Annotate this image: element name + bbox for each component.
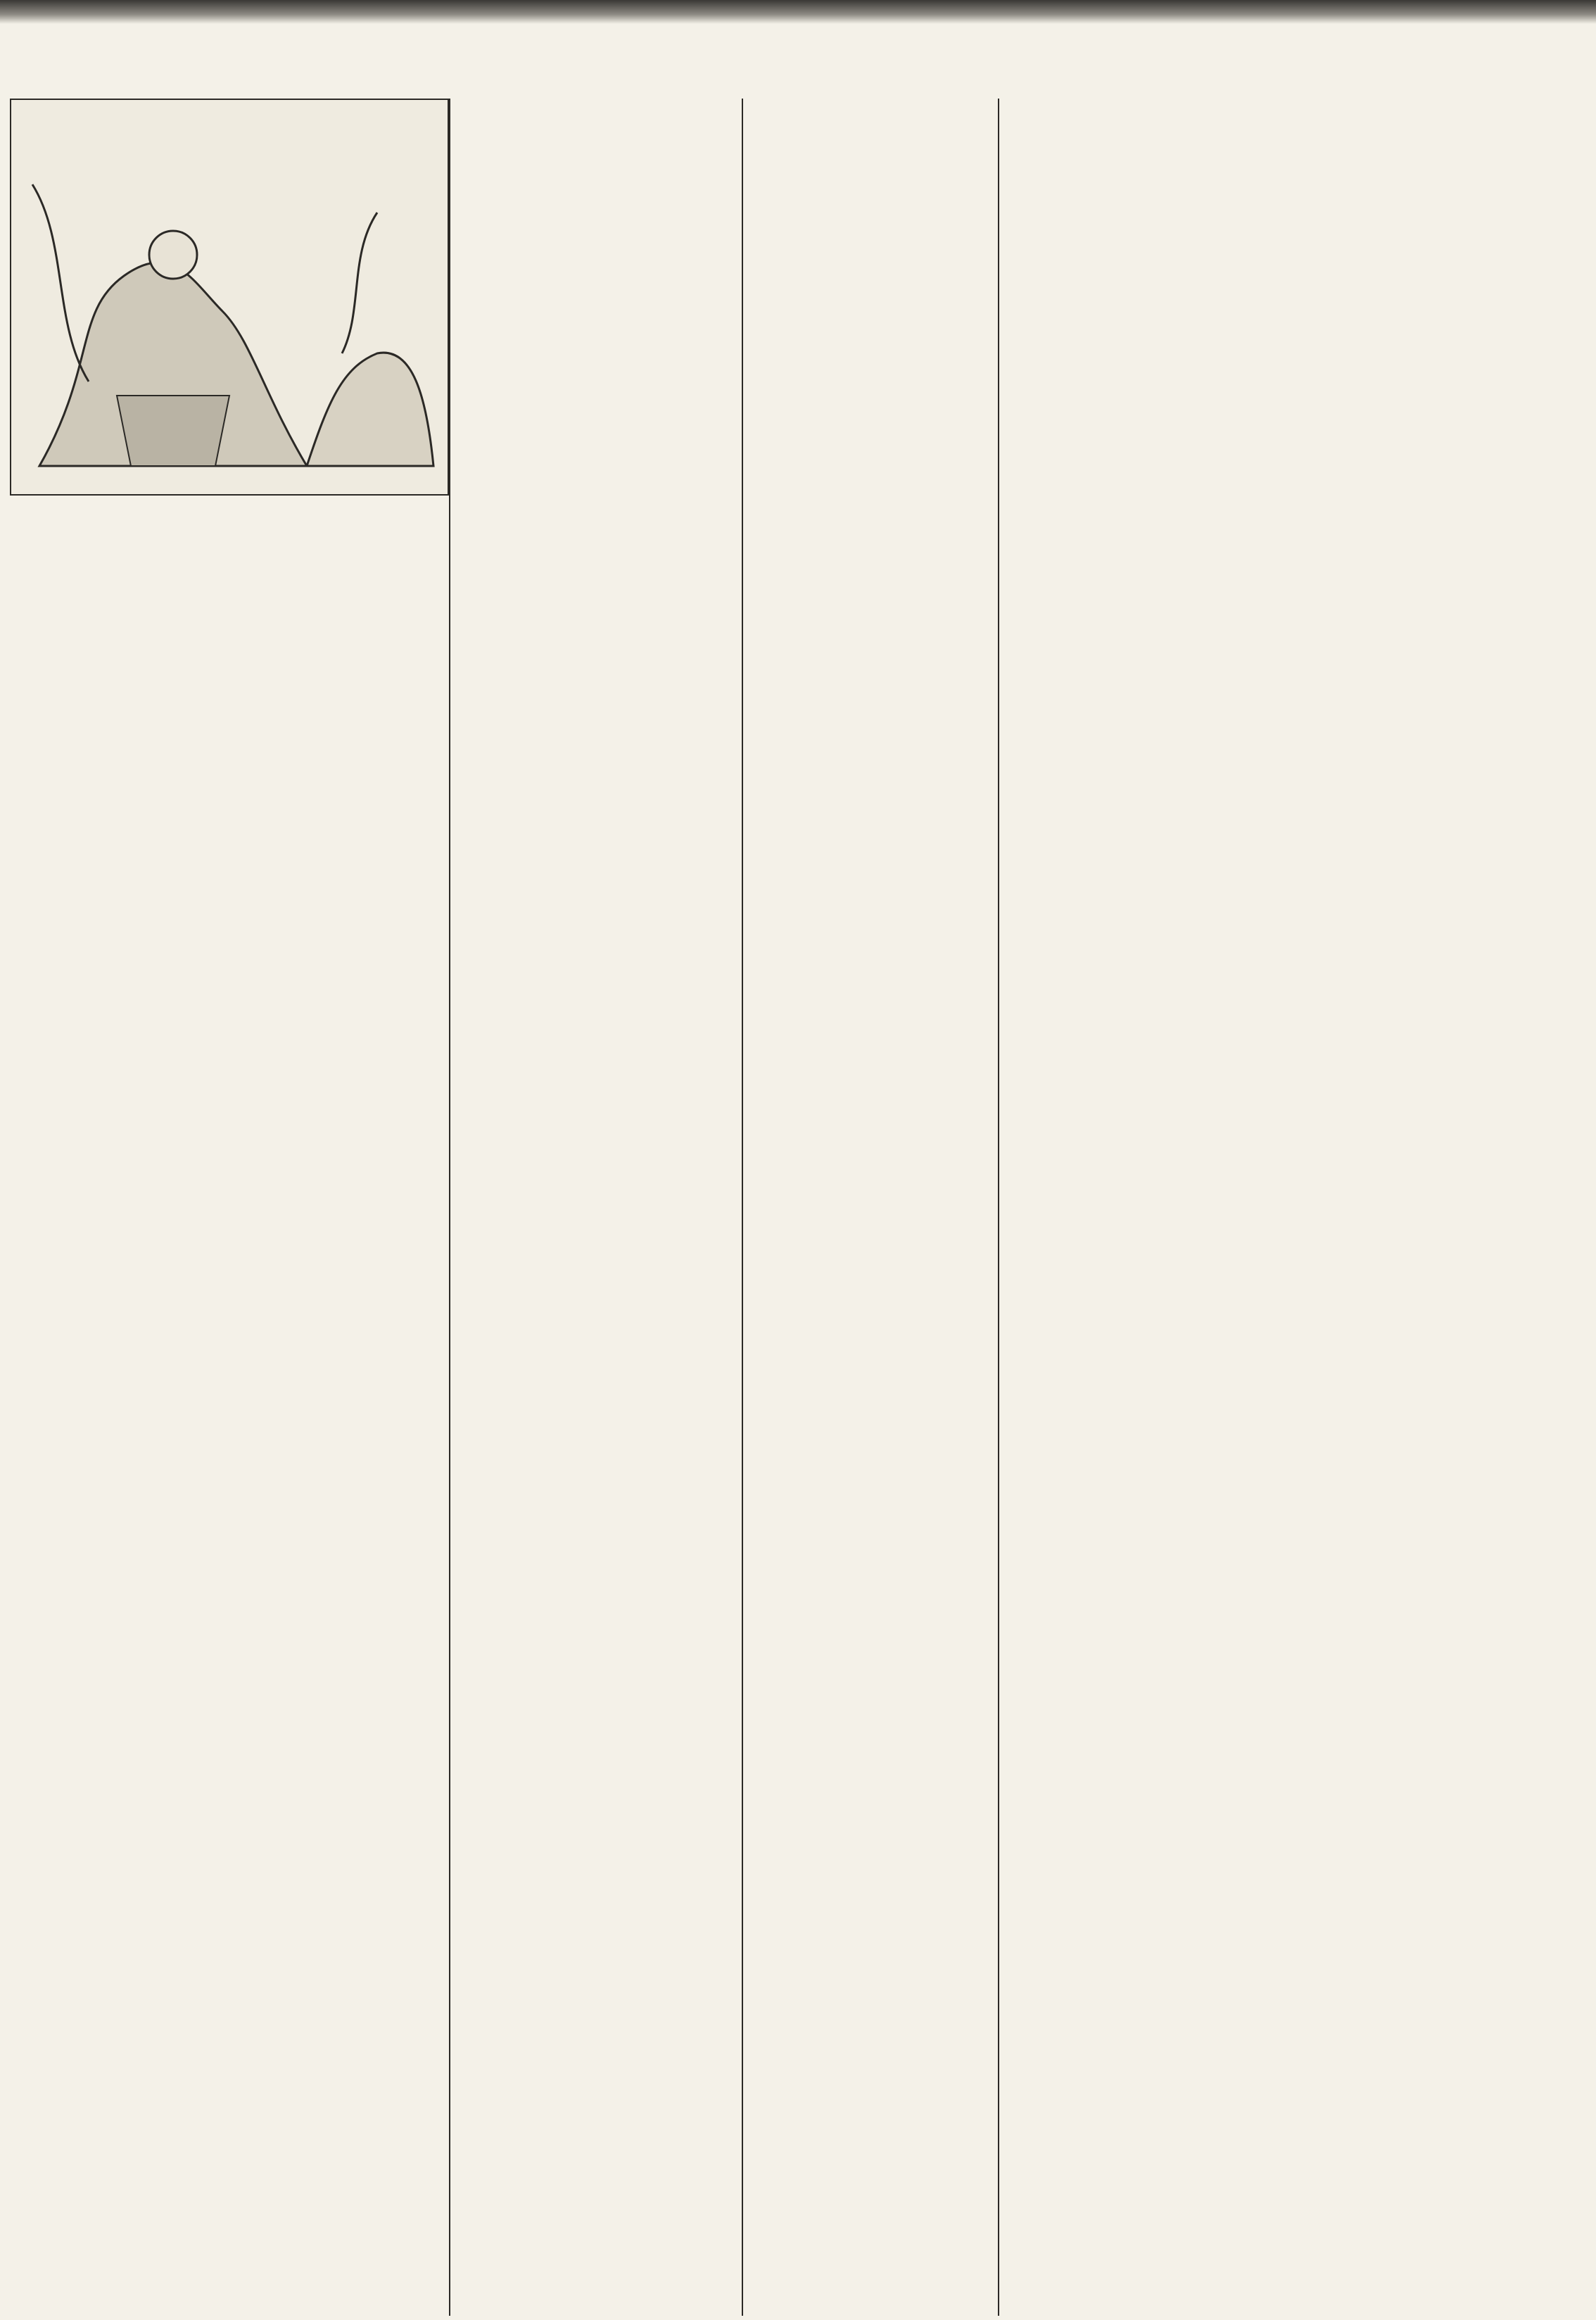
scan-edge	[0, 0, 1596, 24]
news-column-3	[747, 99, 994, 2316]
society-notes-column-2	[456, 500, 736, 2316]
column-rule	[449, 99, 450, 2316]
society-notes-column-1	[10, 500, 443, 2316]
week-in-society-masthead	[10, 99, 449, 496]
society-illustration	[11, 100, 448, 494]
column-rule	[998, 99, 999, 2316]
column-rule	[742, 99, 743, 2316]
